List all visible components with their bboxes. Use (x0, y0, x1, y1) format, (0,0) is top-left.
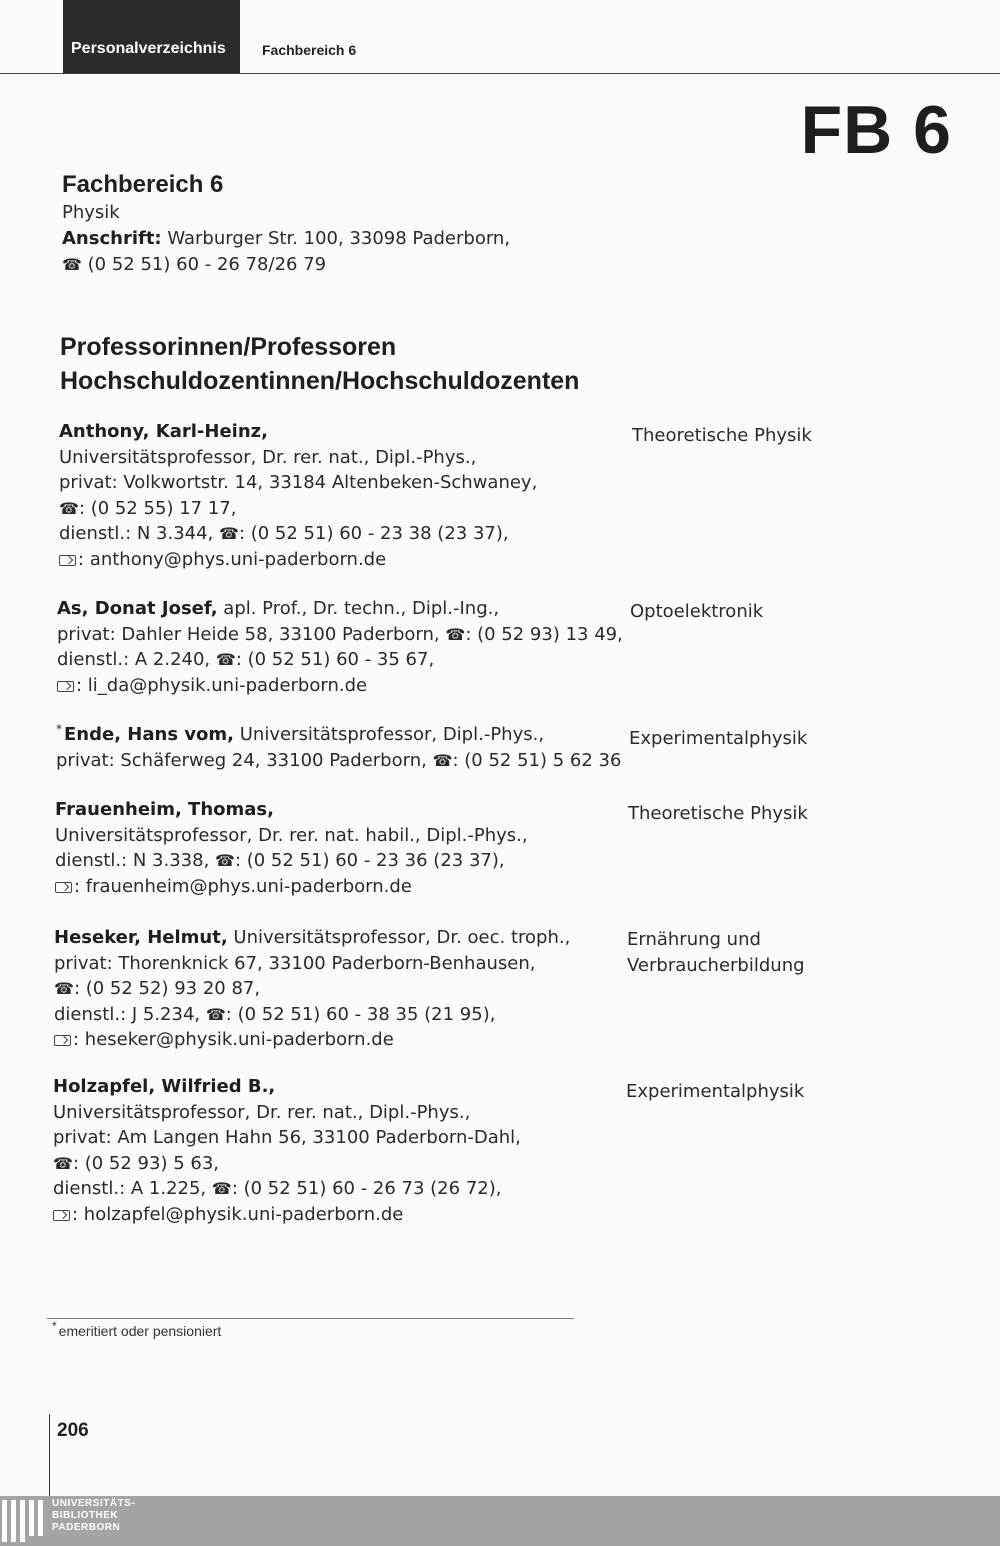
telephone-icon: ☎ (219, 524, 239, 543)
section-heading-line2: Hochschuldozentinnen/Hochschuldozenten (60, 367, 580, 395)
staff-entry (57, 596, 623, 698)
staff-area: Theoretische Physik (628, 803, 808, 824)
telephone-icon: ☎ (62, 255, 82, 274)
staff-area-line2: Verbraucherbildung (627, 954, 805, 976)
staff-office: dienstl.: A 2.240, (57, 649, 216, 670)
staff-private-address: privat: Dahler Heide 58, 33100 Paderborn, (57, 623, 446, 645)
staff-area (627, 927, 805, 978)
staff-private-address: privat: Volkwortstr. 14, 33184 Altenbeken-Schwaney, (59, 472, 538, 493)
staff-office: dienstl.: J 5.234, (54, 1003, 206, 1025)
staff-email[interactable]: : holzapfel@physik.uni-paderborn.de (72, 1203, 404, 1225)
email-icon (55, 882, 72, 893)
staff-private-phone: : (0 52 55) 17 17, (78, 497, 237, 519)
staff-name: Holzapfel, Wilfried B., (53, 1076, 276, 1097)
department-subtitle: Physik (62, 202, 120, 223)
staff-title: apl. Prof., Dr. techn., Dipl.-Ing., (217, 598, 500, 619)
staff-office: dienstl.: N 3.338, (55, 850, 216, 871)
staff-private-phone: : (0 52 93) 13 49, (465, 623, 623, 645)
staff-area: Theoretische Physik (632, 425, 812, 446)
staff-name: Frauenheim, Thomas, (55, 799, 274, 820)
staff-title: Universitätsprofessor, Dr. rer. nat. habil., Dipl.-Phys., (55, 824, 528, 846)
library-logo-text (52, 1498, 135, 1534)
staff-entry (54, 925, 614, 1053)
staff-name: As, Donat Josef, (57, 598, 218, 619)
email-icon (54, 1035, 71, 1046)
section-heading (60, 330, 579, 398)
staff-area: Experimentalphysik (629, 728, 808, 749)
telephone-icon: ☎ (215, 851, 235, 870)
footnote-rule (47, 1318, 574, 1319)
library-logo-line3: PADERBORN (52, 1522, 121, 1533)
header-tab-label: Personalverzeichnis (71, 40, 226, 57)
footnote-text: emeritiert oder pensioniert (58, 1323, 222, 1339)
staff-email[interactable]: : anthony@phys.uni-paderborn.de (78, 548, 387, 570)
footer-bar (0, 1496, 1000, 1546)
staff-area: Optoelektronik (630, 601, 764, 622)
staff-name: Ende, Hans vom, (64, 724, 235, 745)
header-section-label: Fachbereich 6 (262, 42, 357, 58)
staff-entry (55, 797, 615, 899)
page-number-rule (49, 1414, 50, 1496)
staff-title: Universitätsprofessor, Dr. oec. troph., (227, 927, 571, 948)
telephone-icon: ☎ (211, 1179, 232, 1198)
staff-entry (56, 722, 622, 773)
staff-name: Heseker, Helmut, (54, 927, 228, 948)
staff-area: Experimentalphysik (626, 1081, 805, 1102)
staff-office-phone: : (0 52 51) 60 - 23 38 (23 37), (238, 523, 509, 544)
staff-entry (59, 419, 619, 572)
staff-private-phone: : (0 52 52) 93 20 87, (73, 978, 261, 999)
department-block (62, 170, 510, 278)
staff-title: Universitätsprofessor, Dr. rer. nat., Dipl.-Phys., (59, 446, 477, 468)
staff-office-phone: : (0 52 51) 60 - 35 67, (235, 649, 435, 670)
telephone-icon: ☎ (215, 650, 236, 669)
staff-private-phone: : (0 52 51) 5 62 36 (452, 749, 622, 771)
staff-area-line1: Ernährung und (627, 929, 761, 950)
header-tab (63, 0, 240, 73)
department-address: Warburger Str. 100, 33098 Paderborn, (161, 228, 511, 249)
header-rule (0, 73, 1000, 74)
staff-email[interactable]: : heseker@physik.uni-paderborn.de (73, 1029, 394, 1050)
department-phone: (0 52 51) 60 - 26 78/26 79 (81, 254, 327, 275)
staff-private-address: privat: Am Langen Hahn 56, 33100 Paderborn-Dahl, (53, 1127, 521, 1148)
staff-private-address: privat: Thorenknick 67, 33100 Paderborn-Benhausen, (54, 952, 536, 974)
telephone-icon: ☎ (54, 979, 74, 998)
telephone-icon: ☎ (205, 1004, 226, 1024)
telephone-icon: ☎ (59, 498, 79, 518)
emeritus-marker: * (56, 722, 62, 736)
email-icon (57, 681, 74, 692)
staff-office-phone: : (0 52 51) 60 - 23 36 (23 37), (234, 850, 505, 871)
staff-private-address: privat: Schäferweg 24, 33100 Paderborn, (56, 749, 433, 771)
department-code: FB 6 (800, 92, 952, 168)
staff-entry (53, 1074, 613, 1227)
library-logo-line1: UNIVERSITÄTS- (52, 1498, 136, 1509)
staff-private-phone: : (0 52 93) 5 63, (72, 1152, 219, 1174)
staff-office-phone: : (0 52 51) 60 - 38 35 (21 95), (225, 1003, 496, 1025)
email-icon (59, 555, 76, 566)
staff-office: dienstl.: A 1.225, (53, 1178, 212, 1199)
staff-office: dienstl.: N 3.344, (59, 523, 220, 544)
department-title: Fachbereich 6 (62, 171, 224, 198)
section-heading-line1: Professorinnen/Professoren (60, 333, 397, 361)
staff-title: Universitätsprofessor, Dr. rer. nat., Dipl.-Phys., (53, 1101, 471, 1123)
staff-email[interactable]: : frauenheim@phys.uni-paderborn.de (74, 875, 412, 897)
email-icon (53, 1210, 70, 1221)
page-number: 206 (57, 1420, 89, 1441)
staff-office-phone: : (0 52 51) 60 - 26 73 (26 72), (231, 1178, 502, 1199)
telephone-icon: ☎ (53, 1153, 73, 1173)
staff-email[interactable]: : li_da@physik.uni-paderborn.de (76, 674, 368, 696)
telephone-icon: ☎ (445, 624, 466, 644)
address-label: Anschrift: (62, 228, 162, 249)
footnote (52, 1319, 222, 1339)
staff-name: Anthony, Karl-Heinz, (59, 421, 268, 442)
staff-title: Universitätsprofessor, Dipl.-Phys., (234, 724, 545, 745)
telephone-icon: ☎ (432, 750, 453, 770)
library-logo-line2: BIBLIOTHEK (52, 1510, 119, 1521)
footnote-marker: * (52, 1319, 57, 1334)
